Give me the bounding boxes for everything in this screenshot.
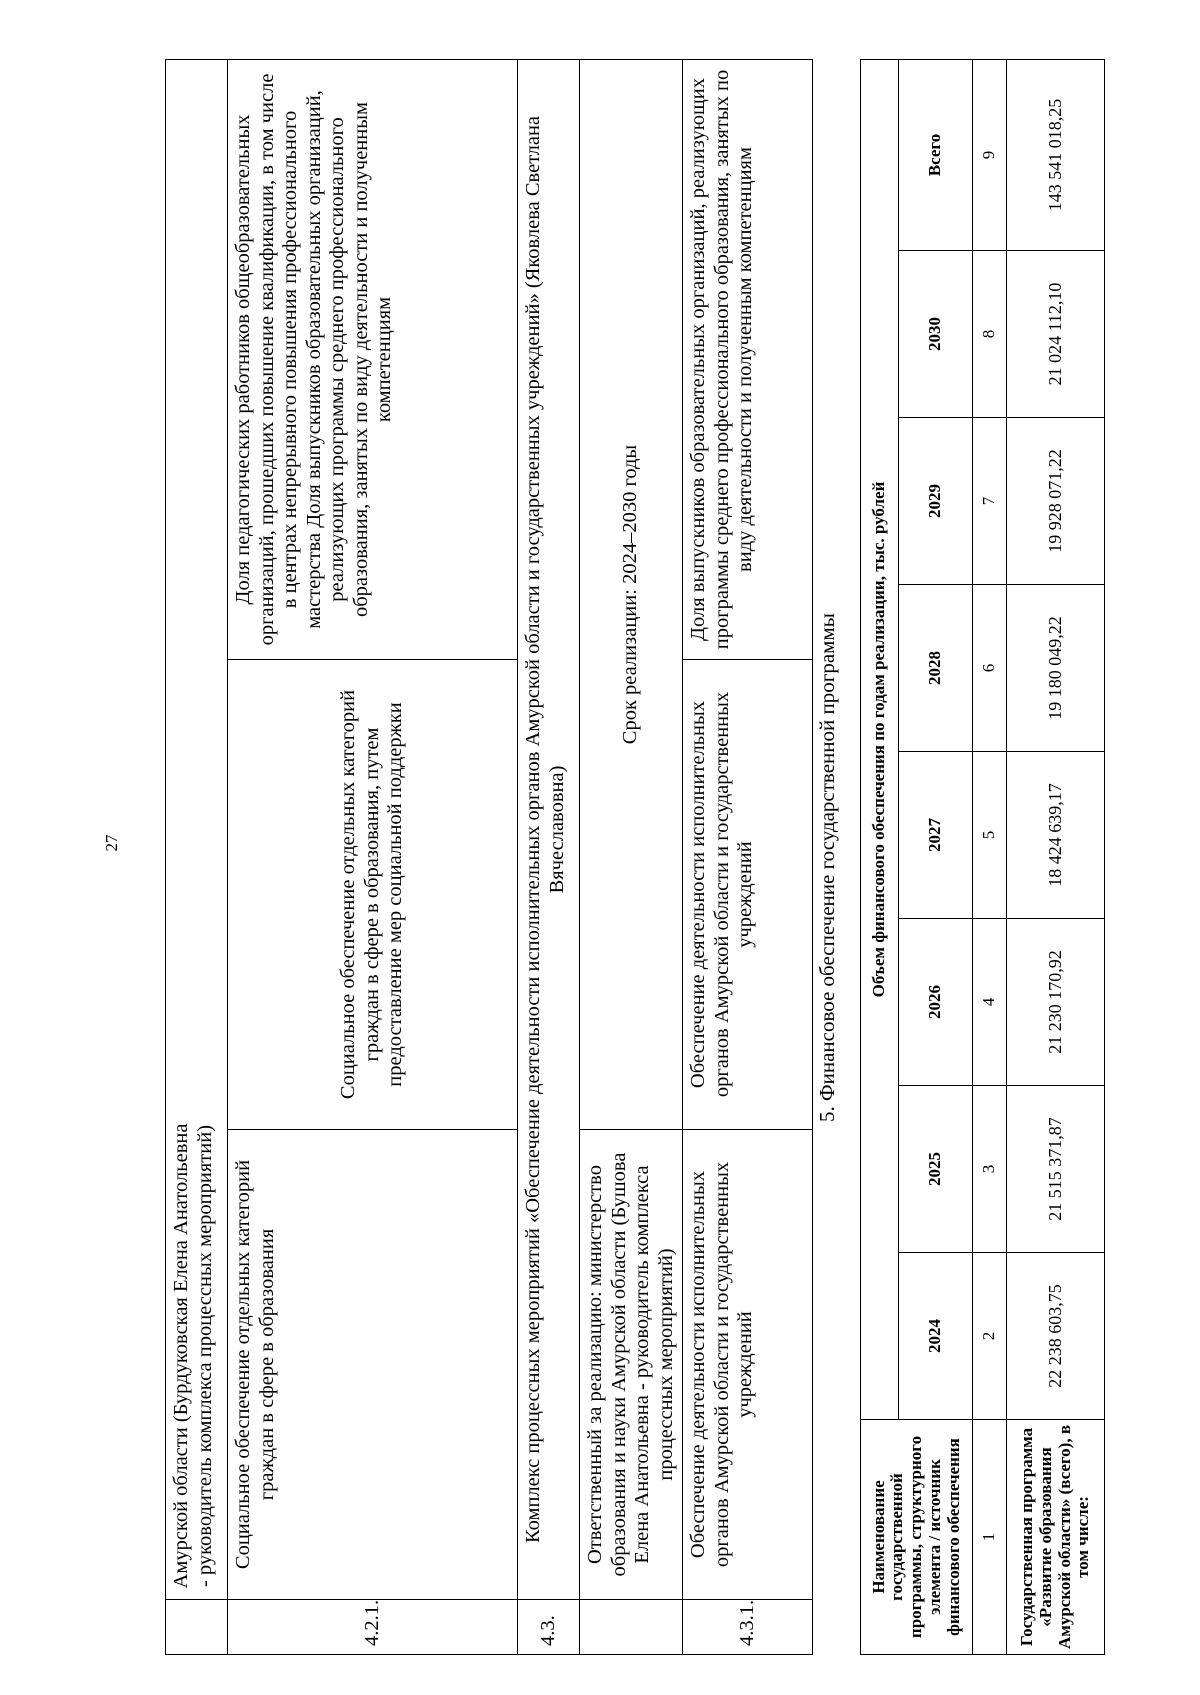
responsible-text: Амурской области (Бурдуковская Елена Анатольевна - руководитель комплекса процессных мероприятий) (170, 1123, 216, 1589)
year-header: 2029 (899, 418, 973, 585)
task-cell: Социальное обеспечение отдельных категорий граждан в сфере в образования (228, 1130, 518, 1600)
year-header: 2030 (899, 251, 973, 418)
value-cell: 21 024 112,10 (1007, 251, 1105, 418)
finance-table (860, 59, 1105, 1655)
task-cell: Обеспечение деятельности исполнительных органов Амурской области и государственных учреждений (683, 1130, 813, 1600)
table-row (580, 59, 683, 1654)
column-number: 4 (973, 919, 1007, 1086)
indicator-cell: Доля педагогических работников общеобразовательных организаций, прошедших повышение квалификации, в том числе в центрах непрерывного повышения профессионального мастерства Доля выпускников образовательных организаций, реализующих программы среднего профессионального образования, занятых по виду деятельности и полученным компетенциям (228, 59, 518, 659)
column-number: 2 (973, 1253, 1007, 1420)
name-header: Наименование государственной программы, структурного элемента / источник финансового обеспечения (861, 1420, 973, 1655)
program-structure-table (165, 59, 813, 1655)
column-number: 1 (973, 1420, 1007, 1655)
table-row (683, 59, 813, 1654)
table-row (1007, 60, 1105, 1655)
page-number: 27 (102, 834, 121, 852)
table-header-row (899, 60, 973, 1655)
effect-cell: Социальное обеспечение отдельных категорий граждан в сфере в образования, путем предоставление мер социальной поддержки (228, 660, 518, 1130)
column-number: 8 (973, 251, 1007, 418)
period-cell: Срок реализации: 2024–2030 годы (580, 59, 683, 1129)
program-name-cell: Государственная программа «Развитие образования Амурской области» (всего), в том числе: (1007, 1420, 1105, 1655)
table-row (166, 59, 228, 1654)
column-number: 5 (973, 752, 1007, 919)
total-header: Всего (899, 60, 973, 251)
column-number: 6 (973, 585, 1007, 752)
column-number: 3 (973, 1086, 1007, 1253)
row-number: 4.3. (518, 1600, 580, 1655)
value-cell: 19 180 049,22 (1007, 585, 1105, 752)
group-header: Объем финансового обеспечения по годам реализации, тыс. рублей (861, 60, 899, 1420)
table-header-row (861, 60, 899, 1655)
complex-title: Комплекс процессных мероприятий «Обеспечение деятельности исполнительных органов Амурской области и государственных учреждений» (Яковлева Светлана Вячеславовна) (518, 59, 580, 1599)
year-header: 2025 (899, 1086, 973, 1253)
total-value-cell: 143 541 018,25 (1007, 60, 1105, 251)
section-title: 5. Финансовое обеспечение государственной программы (815, 613, 839, 1122)
value-cell: 18 424 639,17 (1007, 752, 1105, 919)
year-header: 2024 (899, 1253, 973, 1420)
value-cell: 21 515 371,87 (1007, 1086, 1105, 1253)
table-row (228, 59, 518, 1654)
column-number: 7 (973, 418, 1007, 585)
indicator-cell: Доля выпускников образовательных организаций, реализующих программы среднего профессионального образования, занятых по виду деятельности и полученным компетенциям (683, 59, 813, 659)
year-header: 2026 (899, 919, 973, 1086)
value-cell: 22 238 603,75 (1007, 1253, 1105, 1420)
empty-cell (580, 1600, 683, 1655)
effect-cell: Обеспечение деятельности исполнительных органов Амурской области и государственных учреждений (683, 660, 813, 1130)
table-row (518, 59, 580, 1654)
responsible-cell: Ответственный за реализацию: министерство образования и науки Амурской области (Бушова Елена Анатольевна - руководитель комплекса процессных мероприятий) (580, 1130, 683, 1600)
column-number-row (973, 60, 1007, 1655)
empty-cell (166, 1600, 228, 1655)
column-number: 9 (973, 60, 1007, 251)
row-number: 4.2.1. (228, 1600, 518, 1655)
value-cell: 19 928 071,22 (1007, 418, 1105, 585)
row-number: 4.3.1. (683, 1600, 813, 1655)
year-header: 2027 (899, 752, 973, 919)
value-cell: 21 230 170,92 (1007, 919, 1105, 1086)
year-header: 2028 (899, 585, 973, 752)
